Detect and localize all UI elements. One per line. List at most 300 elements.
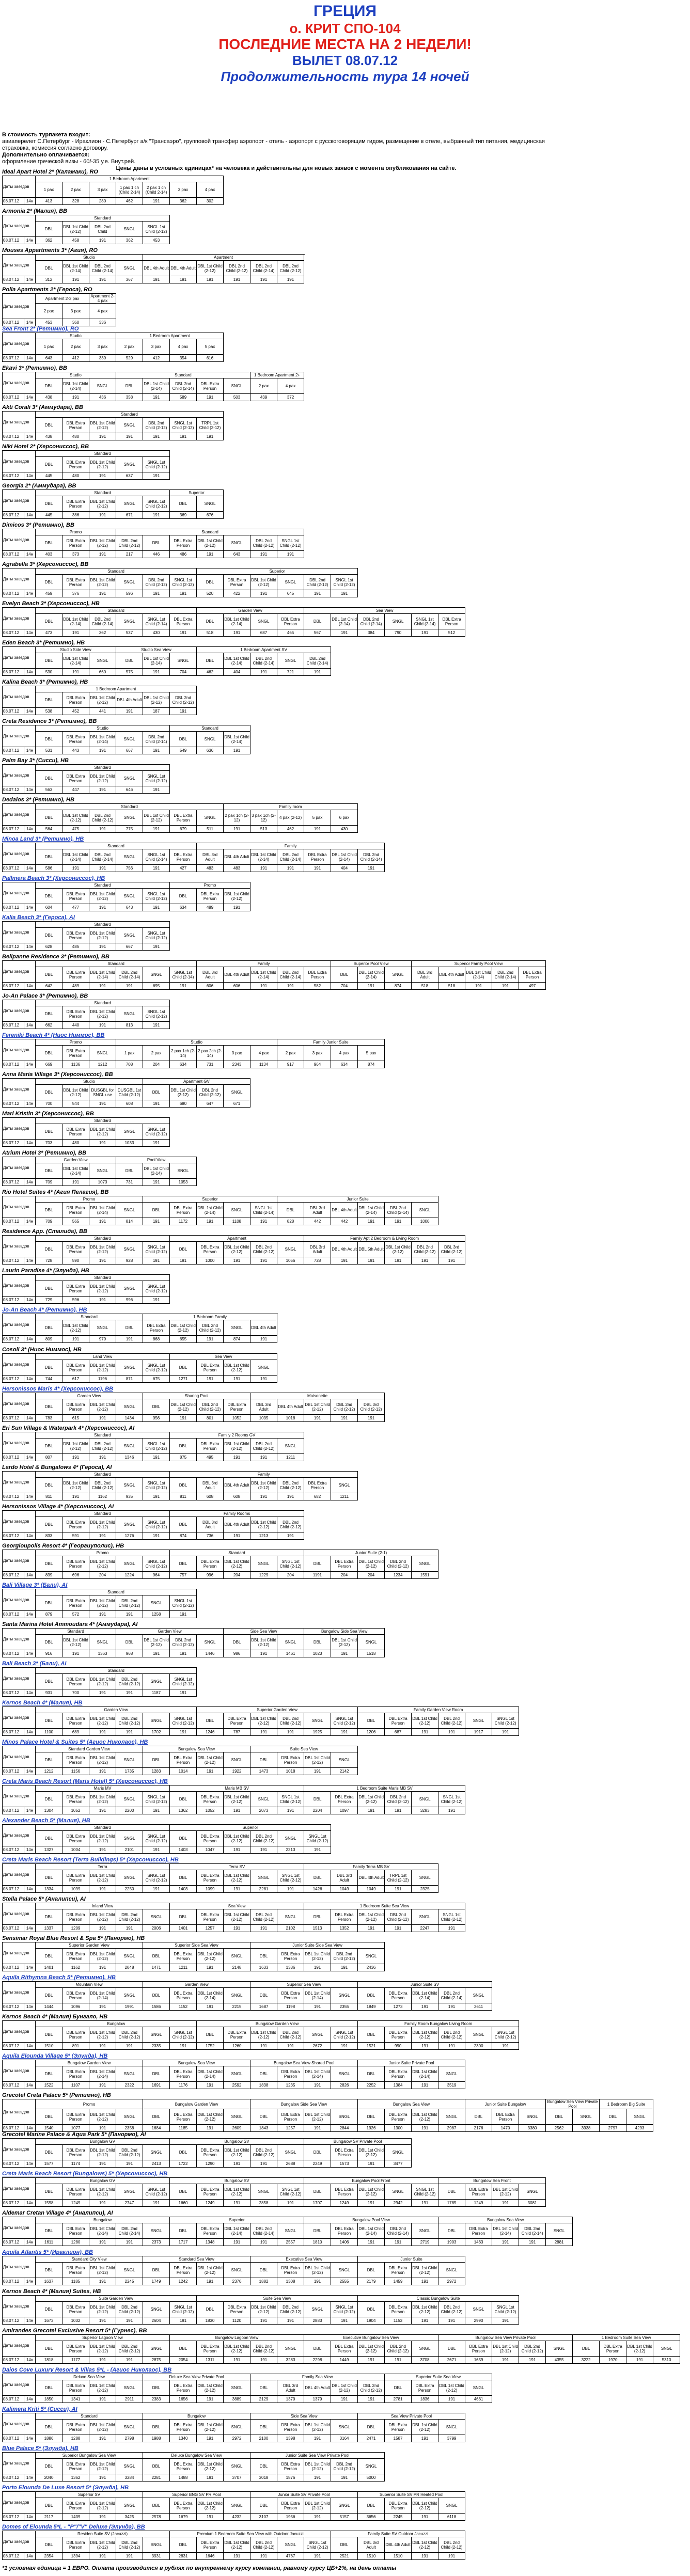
accommodation-type: DBL 1st Child (2-12) [89,2184,116,2200]
price-cell: 2436 [358,1964,385,1971]
arrival-date: 08.07.12 [3,1611,24,1618]
price-cell: 964 [143,1572,170,1579]
hotel-name[interactable]: Creta Maris Beach Resort (Bungalows) 5* (Херсониссос), HB [2,2171,168,2177]
hotel-name[interactable]: Blue Palace 5* (Элунда), HB [2,2445,79,2452]
hotel-name[interactable]: Jo-An Beach 4* (Ретимно), HB [2,1307,87,1313]
date-header: Даты заездов [3,882,36,904]
accommodation-type: SNGL [250,1556,277,1572]
room-category: Standard [36,1825,170,1831]
accommodation-type: DBL Extra Person [170,2066,197,2082]
accommodation-type: DBL [36,1674,62,1689]
accommodation-type: DBL 2nd Child (2-12) [197,1320,224,1336]
price-cell: 2798 [116,2435,143,2442]
accommodation-type: DBL [36,928,62,943]
hotel-name[interactable]: Minoa Land 3* (Ретимно), HB [2,836,84,842]
accommodation-type: DBL 1st Child (2-12) [304,2459,331,2474]
accommodation-type: DBL 2nd Child (2-12) [116,2027,143,2043]
price-cell: 360 [62,319,89,326]
accommodation-type: DBL 4th Adult [143,261,170,276]
date-header: Даты заездов [3,1629,36,1650]
price-cell: 1876 [277,2474,304,2482]
nights-count: 14н [24,1454,36,1461]
room-category: Suite Sea View [250,1746,358,1752]
room-category: Deluxe Sea View [36,2374,143,2380]
accommodation-type: DBL 1st Child (2-12) [89,2498,116,2514]
date-header: Даты заездов [3,1746,36,1768]
accommodation-type: DBL Extra Person [62,418,89,433]
price-cell: 191 [250,2553,277,2560]
price-cell: 2942 [385,2200,412,2207]
accommodation-type: SNGL [224,2263,250,2278]
accommodation-type: DBL 1st Child (2-12) [89,575,116,590]
price-cell: 191 [89,2514,116,2521]
accommodation-type: DBL Extra Person [224,2027,250,2043]
price-cell: 191 [304,1415,331,1422]
nights-count: 14н [24,1768,36,1775]
price-table [2,2491,465,2521]
price-cell: 2354 [36,2553,62,2560]
accommodation-type: 5 pax [304,810,331,826]
accommodation-type: DBL 2nd Child (2-12) [89,1439,116,1454]
price-cell: 191 [492,2200,519,2207]
price-cell: 191 [143,865,170,872]
accommodation-type: DBL 1st Child (2-12) [143,1635,170,1650]
nights-count: 14н [24,2474,36,2482]
date-header: Даты заездов [3,2060,36,2082]
price-cell: 1198 [277,2003,304,2011]
hotel-name[interactable]: Minos Palace Hotel & Suites 5* (Агиос Николаос), HB [2,1739,148,1745]
arrival-date: 08.07.12 [3,1179,24,1186]
accommodation-type: DBL [36,1124,62,1140]
price-cell: 191 [116,2317,143,2325]
room-category: Promo [36,529,116,535]
accommodation-type: 2 pax [36,304,62,319]
arrival-date: 08.07.12 [3,1297,24,1304]
price-cell: 1212 [36,1768,62,1775]
accommodation-type: DBL Extra Person [385,1988,412,2003]
accommodation-type: DBL Extra Person [331,1792,358,1807]
hotel-name[interactable]: Kalimera Kriti 5* (Сисси), AI [2,2406,77,2412]
accommodation-type: DBL Extra Person [385,2066,412,2082]
price-cell: 3707 [224,2474,250,2482]
accommodation-type: SNGL 1st Child (2-12) [143,1517,170,1532]
price-table [2,1510,304,1540]
hotel-name[interactable]: Aquila Rithymna Beach 5* (Ретимно), HB [2,1974,116,1981]
accommodation-type: DBL 1st Child (2-14) [412,2066,438,2082]
accommodation-type: DBL [304,614,331,629]
price-cell: 1120 [224,2317,250,2325]
price-cell: 608 [224,1493,250,1500]
price-cell: 191 [412,1729,438,1736]
price-cell: 1077 [62,2125,89,2132]
accommodation-type: DBL [438,2184,465,2200]
accommodation-type: SNGL 1st Child (2-12) [277,1556,304,1572]
room-category: Superior [170,2217,304,2223]
room-category: Bungalow Lagoon View [170,2335,304,2341]
room-category: Standard [36,1629,116,1635]
accommodation-type: DBL Extra Person [170,849,197,865]
price-cell: 2373 [143,2239,170,2246]
hotel-name[interactable]: Kernos Beach 4* (Малия), HB [2,1700,83,1706]
accommodation-type: DBL Extra Person [62,1399,89,1415]
price-cell: 436 [89,394,116,401]
accommodation-type: DBL 5th Adult [358,1242,385,1257]
hotel-name[interactable]: Domes of Elounda 5*L - "P"/"V" Deluxe (Элунда), BB [2,2524,145,2530]
date-header: Даты заездов [3,1785,36,1807]
accommodation-type: 2 pax 1 ch (Child 2-14) [143,182,170,198]
room-category: Residen Suite SV (Jacuzzi) [36,2531,170,2537]
accommodation-type: SNGL [116,1399,143,1415]
hotel-name[interactable]: Bali Village 3* (Бали), AI [2,1582,68,1588]
price-cell: 191 [224,1257,250,1265]
accommodation-type: SNGL [250,2184,277,2200]
accommodation-type: DBL 1st Child (2-12) [224,2537,250,2553]
price-cell: 2200 [116,1807,143,1814]
accommodation-type: DBL 1st Child (2-12) [89,2420,116,2435]
accommodation-type: DBL Extra Person [331,2341,358,2357]
price-cell: 191 [304,2125,331,2132]
nights-count: 14н [24,1179,36,1186]
price-cell: 191 [358,865,385,872]
accommodation-type: 3 pax [224,1046,250,1061]
accommodation-type: SNGL [116,1949,143,1964]
accommodation-type: DBL Extra Person [519,967,546,983]
room-category: Standard [36,1589,197,1595]
price-cell: 191 [250,865,277,872]
accommodation-type: DBL Extra Person [331,2223,358,2239]
arrival-date: 08.07.12 [3,2474,24,2482]
room-category: 1 Bedroom Apartment [116,333,224,339]
accommodation-type: SNGL [277,575,304,590]
accommodation-type: SNGL [143,2145,170,2160]
price-cell: 191 [331,590,358,597]
price-cell: 1882 [250,2278,277,2285]
hotel-name[interactable]: Porto Elounda De Luxe Resort 5* (Элунда), HB [2,2485,129,2491]
accommodation-type: DBL Extra Person [62,1281,89,1297]
accommodation-type: DBL Extra Person [62,1124,89,1140]
price-cell: 191 [304,2553,331,2560]
nights-count: 14н [24,786,36,794]
accommodation-type: DBL 2nd Child (2-12) [519,2341,546,2357]
price-cell: 191 [304,1846,331,1854]
accommodation-type: DBL 1st Child (2-12) [492,2184,519,2200]
price-cell: 645 [277,590,304,597]
price-cell: 2281 [250,1886,277,1893]
room-category: Family Suite SV Outdoor Jacuzzi [331,2531,465,2537]
accommodation-type: DBL 3rd Adult [304,1203,331,1218]
accommodation-type: SNGL [412,1556,438,1572]
accommodation-type: DBL 1st Child (2-12) [197,2420,224,2435]
accommodation-type: DBL 2nd Child (2-14) [89,614,116,629]
arrival-date: 08.07.12 [3,2082,24,2089]
accommodation-type: DBL 1st Child (2-14) [224,653,250,669]
price-cell: 191 [143,276,170,283]
accommodation-type: SNGL [224,1203,250,1218]
accommodation-type: DBL [36,1085,62,1100]
price-cell: 2281 [143,2474,170,2482]
price-cell: 3477 [385,2160,412,2168]
accommodation-type: DBL 1st Child (2-12) [170,1085,197,1100]
price-cell: 2672 [304,2043,331,2050]
arrival-date: 08.07.12 [3,198,24,205]
accommodation-type: SNGL [116,261,143,276]
price-cell: 2325 [412,1886,438,1893]
price-cell: 1276 [116,1532,143,1540]
accommodation-type: SNGL [116,2420,143,2435]
accommodation-type: SNGL [116,1281,143,1297]
hotel-name[interactable]: Bali Beach 3* (Бали), AI [2,1661,67,1667]
accommodation-type: DBL 1st Child (2-12) [89,889,116,904]
accommodation-type: DBL Extra Person [62,967,89,983]
price-cell: 422 [224,590,250,597]
price-cell: 1684 [143,2125,170,2132]
room-category: Standard [36,765,170,771]
price-table [2,568,358,597]
price-cell: 191 [197,2396,224,2403]
date-header: Даты заездов [3,1982,36,2003]
accommodation-type: DBL [304,1556,331,1572]
accommodation-type: DBL Extra Person [277,2498,304,2514]
nights-count: 14н [24,1846,36,1854]
accommodation-type: DBL 1st Child (2-14) [62,653,89,669]
accommodation-type: DBL 1st Child (2-12) [358,1792,385,1807]
nights-count: 14н [24,1689,36,1697]
accommodation-type: DBL 1st Child (2-12) [304,2420,331,2435]
price-cell: 191 [89,2125,116,2132]
price-cell: 438 [36,433,62,440]
price-cell: 280 [89,198,116,205]
price-cell: 204 [277,1572,304,1579]
hotel-name[interactable]: Hersonissos Maris 4* (Херсониссос), BB [2,1386,114,1392]
price-cell: 191 [224,1376,250,1383]
accommodation-type: DBL Extra Person [224,1399,250,1415]
room-category: Standard [36,568,197,575]
arrival-date: 08.07.12 [3,433,24,440]
accommodation-type: DBL Extra Person [62,1674,89,1689]
price-cell: 875 [170,1454,197,1461]
room-category: Standard [170,1550,304,1556]
price-cell: 191 [358,2239,385,2246]
arrival-date: 08.07.12 [3,512,24,519]
accommodation-type: SNGL [653,2341,680,2357]
price-cell: 191 [143,1100,170,1108]
room-category: Standard [36,412,224,418]
price-cell: 1290 [197,2160,224,2168]
room-category: Promo [36,2099,143,2109]
room-category: Executive Bungalow Sea View [304,2335,438,2341]
accommodation-type: DBL 2nd Child (2-12) [250,2341,277,2357]
accommodation-type: DBL 1st Child (2-12) [412,2263,438,2278]
price-cell: 1434 [116,1415,143,1422]
arrival-date: 08.07.12 [3,551,24,558]
accommodation-type: DBL [250,2066,277,2082]
hotel-name[interactable]: Daios Cove Luxury Resort & Villas 5*L - (Агиос Николаос), BB [2,2367,172,2373]
accommodation-type: DBL [385,2380,412,2396]
arrival-date: 08.07.12 [3,1807,24,1814]
hotel-name[interactable]: Kalia Beach 3* (Героса), AI [2,914,75,921]
price-cell: 191 [89,1218,116,1225]
hotel-name: Palm Bay 3* (Сисси), HB [2,757,69,764]
price-cell: 1660 [170,2200,197,2207]
hotel-name[interactable]: Aquila Atlantis 5* (Ираклион), BB [2,2249,93,2255]
price-cell: 608 [197,1493,224,1500]
price-cell: 191 [170,2317,197,2325]
price-cell: 1510 [36,2043,62,2050]
hotel-name[interactable]: Fereniki Beach 4* (Ниос Ниммос), BB [2,1032,105,1038]
accommodation-type: SNGL [116,1360,143,1376]
price-cell: 191 [492,983,519,990]
hotel-name[interactable]: Alexander Beach 5* (Малия), HB [2,1818,90,1824]
price-cell: 563 [36,786,62,794]
nights-count: 14н [24,512,36,519]
price-cell: 483 [224,865,250,872]
room-category: Standard [36,451,170,457]
room-category: Family [197,961,331,967]
hotel-name[interactable]: Aquila Elounda Village 5* (Элунда), HB [2,2053,108,2059]
price-cell: 191 [116,2553,143,2560]
price-cell: 486 [170,551,197,558]
accommodation-type: DBL 3rd Adult [277,2380,304,2396]
price-cell: 3656 [358,2514,385,2521]
accommodation-type: DBL 2nd Child (2-12) [250,2537,277,2553]
price-cell: 1956 [277,2514,304,2521]
accommodation-type: DBL Extra Person [465,2341,492,2357]
accommodation-type: SNGL 1st Child (2-12) [143,1124,170,1140]
price-cell: 191 [89,747,116,754]
accommodation-type: DBL [170,1831,197,1846]
accommodation-type: 3 pax [62,304,89,319]
accommodation-type: SNGL [438,2420,465,2435]
price-cell: 783 [36,1415,62,1422]
price-cell: 1679 [170,2514,197,2521]
price-cell: 465 [277,629,304,637]
accommodation-type: DBL [358,2302,385,2317]
accommodation-type: DBL 2nd Child (2-12) [385,2341,412,2357]
price-cell: 439 [250,394,277,401]
room-category: 1 Bedroom Family [143,1314,277,1320]
price-cell: 191 [89,1886,116,1893]
accommodation-type: DBL [331,967,358,983]
hotel-name: Stella Palace 5* (Аналипси), AI [2,1896,86,1902]
price-cell: 2719 [412,2239,438,2246]
hotel-name[interactable]: Creta Maris Beach Resort (Maris Hotel) 5* (Херсониссос), HB [2,1778,168,1784]
accommodation-type: DBL 1st Child (2-12) [412,2302,438,2317]
price-cell: 518 [412,983,438,990]
accommodation-type: DBL [36,1281,62,1297]
price-cell: 1611 [36,2239,62,2246]
price-table [2,921,170,951]
price-cell: 2213 [277,1846,304,1854]
accommodation-type: DBL [250,2380,277,2396]
price-cell: 3380 [519,2125,546,2132]
accommodation-type: DBL [36,1163,62,1179]
price-cell: 376 [62,590,89,597]
accommodation-type: DBL [36,810,62,826]
price-cell: 916 [36,1650,62,1657]
accommodation-type: DBL Extra Person [62,1831,89,1846]
arrival-date: 08.07.12 [3,1061,24,1068]
price-cell: 191 [62,1179,89,1186]
accommodation-type: DBL 4th Adult [385,2537,412,2553]
date-header: Даты заездов [3,176,36,198]
price-cell: 462 [116,198,143,205]
arrival-date: 08.07.12 [3,472,24,480]
price-cell: 191 [89,1140,116,1147]
price-cell: 537 [116,629,143,637]
accommodation-type: DBL [546,2109,573,2125]
accommodation-type: DBL 3rd Adult [197,1517,224,1532]
price-cell: 191 [304,669,331,676]
price-cell: 191 [62,669,89,676]
price-cell: 1014 [170,1768,197,1775]
price-cell: 191 [250,2239,277,2246]
hotel-name: Kalina Beach 3* (Ретимно), HB [2,679,88,685]
hotel-name[interactable]: Sea Front 2* (Ретимно), RO [2,326,79,332]
accommodation-type: SNGL [277,1242,304,1257]
price-cell: 386 [62,512,89,519]
price-cell: 6118 [438,2514,465,2521]
accommodation-type: DBL 3rd Adult [250,1399,277,1415]
price-cell: 1096 [62,2003,89,2011]
price-cell: 191 [358,2357,385,2364]
accommodation-type: DBL 2nd Child (2-12) [250,535,277,551]
price-table [2,2177,546,2207]
price-cell: 191 [89,904,116,911]
accommodation-type: 2 pax [62,182,89,198]
price-cell: 1187 [143,1689,170,1697]
hotel-name[interactable]: Creta Maris Beach Resort (Terra Buildings) 5* (Херсониссос), HB [2,1857,179,1863]
price-cell: 1646 [197,2553,224,2560]
room-category: Standard [170,725,250,732]
price-cell: 191 [412,2435,438,2442]
price-cell: 1403 [170,1886,197,1893]
price-cell: 660 [89,669,116,676]
accommodation-type: DBL [36,967,62,983]
arrival-date: 08.07.12 [3,826,24,833]
price-cell: 191 [197,1768,224,1775]
accommodation-type: DBL 1st Child (2-12) [89,2341,116,2357]
accommodation-type: DBL [170,1478,197,1493]
accommodation-type: SNGL 1st Child (2-14) [170,967,197,983]
price-cell: 518 [438,983,465,990]
price-cell: 1018 [277,1768,304,1775]
price-table [2,529,304,558]
arrival-date: 08.07.12 [3,1572,24,1579]
room-category: Promo [36,1039,116,1046]
accommodation-type: DBL 1st Child (2-12) [89,928,116,943]
price-table [2,1667,197,1697]
accommodation-type: DBL [36,849,62,865]
accommodation-type: DBL 1st Child (2-12) [358,2145,385,2160]
accommodation-type: DBL [36,2223,62,2239]
price-table [2,1981,492,2011]
accommodation-type: DBL [36,653,62,669]
price-cell: 2911 [116,2396,143,2403]
accommodation-type: DBL 3rd Child (2-12) [438,1242,465,1257]
accommodation-type: SNGL [116,2066,143,2082]
room-category: Premium 1 Bedroom Suite Sea View with Outdoor Jacuzzi [170,2531,331,2537]
accommodation-type: DBL 1st Child (2-12) [89,2459,116,2474]
hotel-name: Rio Hotel Suites 4* (Агия Пелагия), BB [2,1189,109,1195]
room-category: Suite Garden View [36,2296,197,2302]
accommodation-type: DBL [36,1360,62,1376]
hotel-name[interactable]: Pallmera Beach 3* (Херсониссос), HB [2,875,105,881]
price-cell: 2204 [304,1807,331,1814]
accommodation-type: DBL Extra Person [62,1792,89,1807]
price-table [2,2099,653,2132]
accommodation-type: SNGL [412,2341,438,2357]
date-header: Даты заездов [3,2139,36,2160]
